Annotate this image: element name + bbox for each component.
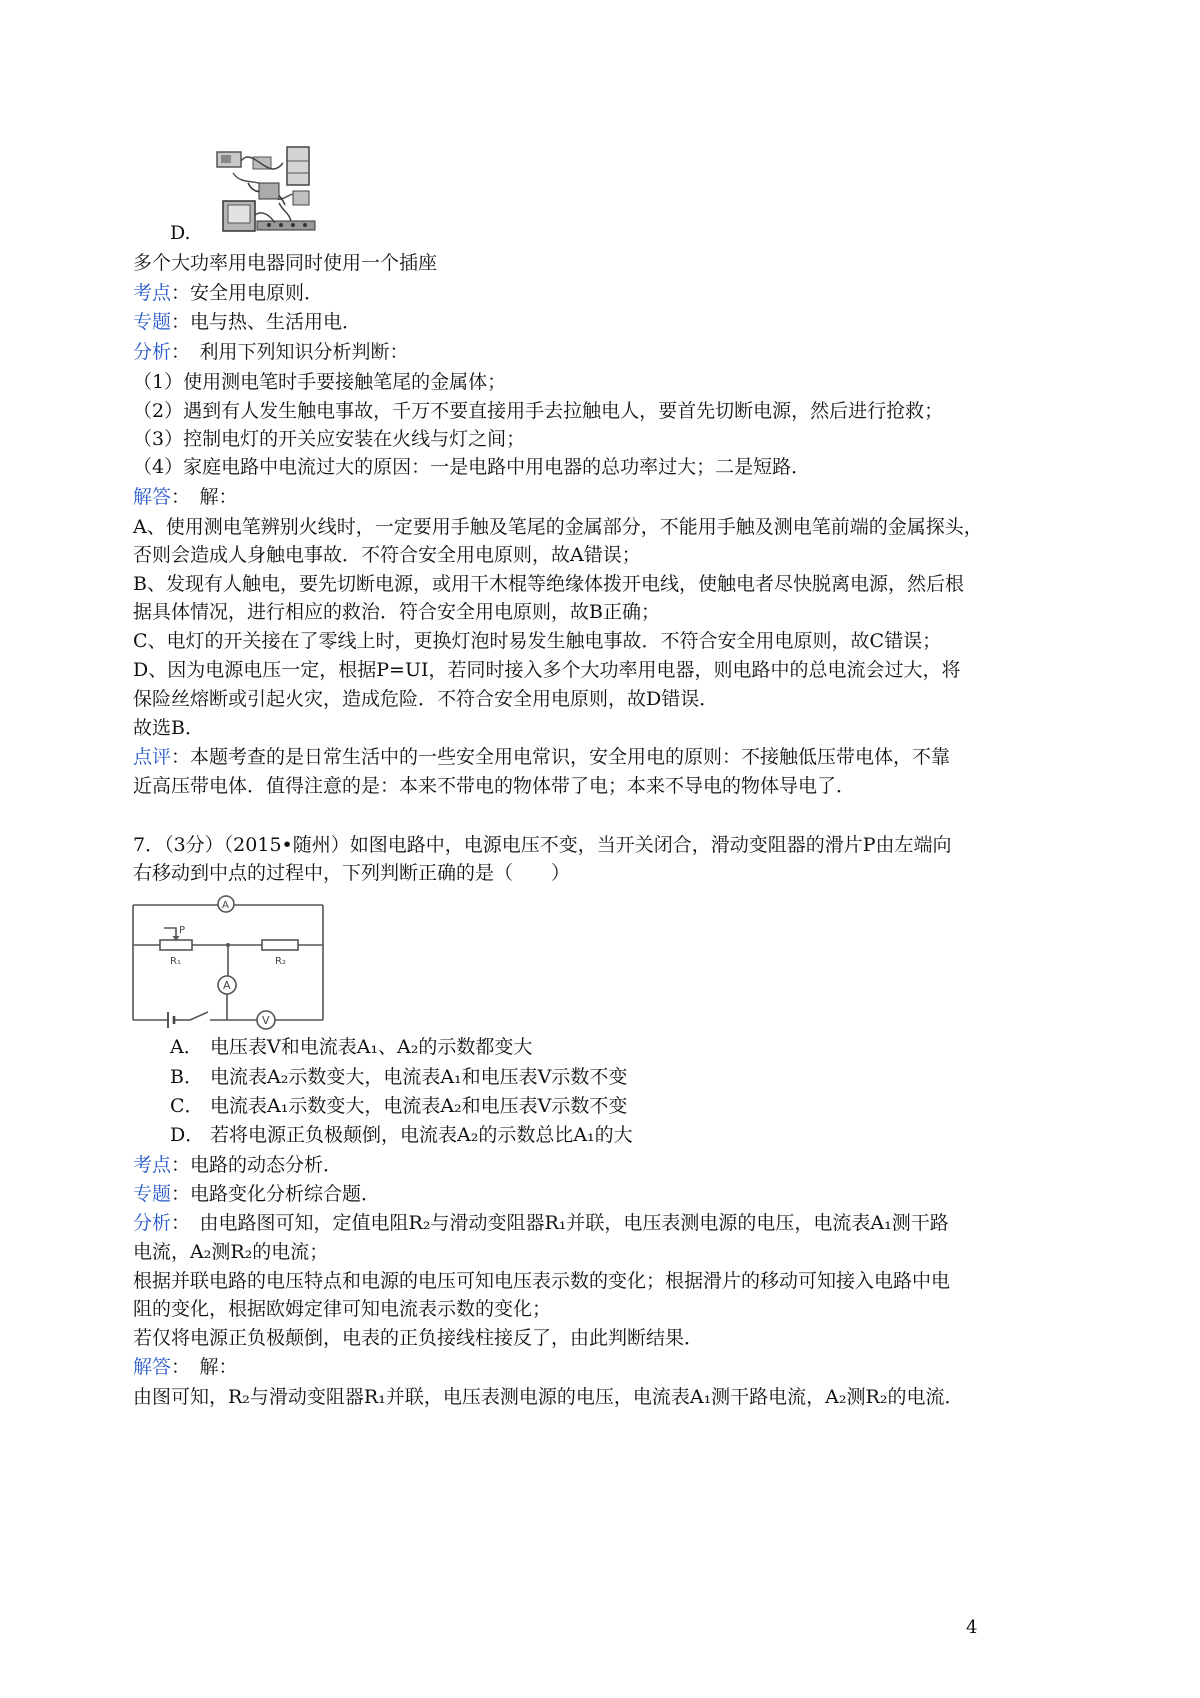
q6-dianping-line: 近高压带电体．值得注意的是：本来不带电的物体带了电；本来不导电的物体导电了． <box>133 775 856 797</box>
circuit-diagram <box>128 893 328 1033</box>
section-label: 专题 <box>133 311 172 333</box>
junction-dot-icon <box>226 943 230 947</box>
ammeter-mid-label: A <box>223 979 231 992</box>
voltmeter-label: V <box>262 1014 270 1027</box>
section-label: 解答 <box>133 486 172 508</box>
q6-jieda-line: D、因为电源电压一定，根据P=UI，若同时接入多个大功率用电器，则电路中的总电流会过大，将 <box>133 659 961 681</box>
q6-fenxi-point: （3）控制电灯的开关应安装在火线与灯之间； <box>133 428 526 450</box>
section-label: 考点 <box>133 1154 172 1176</box>
q6-fenxi: 分析： 利用下列知识分析判断： <box>133 341 409 363</box>
option-d-label: D. <box>170 222 191 244</box>
resistor-r2-icon <box>262 940 298 950</box>
ammeter-top-label: A <box>222 900 229 911</box>
q6-zhuanti: 专题：电与热、生活用电． <box>133 311 362 333</box>
q6-kaodian: 考点：安全用电原则． <box>133 282 324 304</box>
q6-fenxi-point: （2）遇到有人发生触电事故，千万不要直接用手去拉触电人，要首先切断电源，然后进行抢救； <box>133 400 944 422</box>
q6-jieda-line: C、电灯的开关接在了零线上时，更换灯泡时易发生触电事故．不符合安全用电原则，故C错误； <box>133 630 942 652</box>
r1-label: R₁ <box>170 956 181 967</box>
q7-fenxi-line: 若仅将电源正负极颠倒，电表的正负接线柱接反了，由此判断结果． <box>133 1327 704 1349</box>
q6-jieda: 解答： 解： <box>133 486 238 508</box>
q6-dianping: 点评：本题考查的是日常生活中的一些安全用电常识，安全用电的原则：不接触低压带电体，不靠 <box>133 746 951 768</box>
switch-icon <box>190 1012 208 1020</box>
section-label: 分析 <box>133 1212 172 1234</box>
q7-fenxi: 分析： 由电路图可知，定值电阻R₂与滑动变阻器R₁并联，电压表测电源的电压，电流表A₁测干路 <box>133 1212 949 1234</box>
q7-fenxi-line: 电流，A₂测R₂的电流； <box>133 1241 329 1263</box>
q6-fenxi-point: （4）家庭电路中电流过大的原因：一是电路中用电器的总功率过大；二是短路． <box>133 456 811 478</box>
q6-jieda-line: A、使用测电笔辨别火线时，一定要用手触及笔尾的金属部分，不能用手触及测电笔前端的金属探头， <box>133 516 983 538</box>
q7-kaodian: 考点：电路的动态分析． <box>133 1154 343 1176</box>
q7-option-d: D． 若将电源正负极颠倒，电流表A₂的示数总比A₁的大 <box>170 1124 633 1146</box>
section-label: 点评 <box>133 746 172 768</box>
section-label: 解答 <box>133 1356 172 1378</box>
q7-stem-line: 右移动到中点的过程中，下列判断正确的是（ ） <box>133 862 571 884</box>
q7-option-a: A． 电压表V和电流表A₁、A₂的示数都变大 <box>170 1036 533 1058</box>
rheostat-r1-icon <box>160 940 192 950</box>
section-label: 分析 <box>133 341 172 363</box>
option-d-text: 多个大功率用电器同时使用一个插座 <box>133 252 438 274</box>
q7-zhuanti: 专题：电路变化分析综合题． <box>133 1183 381 1205</box>
page-number: 4 <box>966 1617 978 1638</box>
section-label: 专题 <box>133 1183 172 1205</box>
q7-jieda: 解答： 解： <box>133 1356 238 1378</box>
appliances-on-one-socket-image <box>213 143 323 241</box>
q6-jieda-line: 保险丝熔断或引起火灾，造成危险．不符合安全用电原则，故D错误． <box>133 688 719 710</box>
q7-fenxi-line: 阻的变化，根据欧姆定律可知电流表示数的变化； <box>133 1298 552 1320</box>
section-label: 考点 <box>133 282 172 304</box>
slider-label: P <box>179 925 186 936</box>
battery-icon <box>168 1012 174 1028</box>
q6-jieda-line: B、发现有人触电，要先切断电源，或用干木棍等绝缘体拨开电线，使触电者尽快脱离电源，然后根 <box>133 573 964 595</box>
q7-option-c: C． 电流表A₁示数变大，电流表A₂和电压表V示数不变 <box>170 1095 628 1117</box>
q6-answer-line: 故选B． <box>133 717 204 739</box>
q6-jieda-line: 据具体情况，进行相应的救治．符合安全用电原则，故B正确； <box>133 601 660 623</box>
q7-fenxi-line: 根据并联电路的电压特点和电源的电压可知电压表示数的变化；根据滑片的移动可知接入电路中电 <box>133 1270 951 1292</box>
q7-jieda-line: 由图可知，R₂与滑动变阻器R₁并联，电压表测电源的电压，电流表A₁测干路电流，A₂测R₂的电流． <box>133 1386 964 1408</box>
q7-stem-line: 7．（3分）（2015•随州）如图电路中，电源电压不变，当开关闭合，滑动变阻器的滑片P由左端向 <box>133 834 952 856</box>
q6-jieda-line: 否则会造成人身触电事故．不符合安全用电原则，故A错误； <box>133 544 641 566</box>
q7-option-b: B． 电流表A₂示数变大，电流表A₁和电压表V示数不变 <box>170 1066 628 1088</box>
q6-fenxi-point: （1）使用测电笔时手要接触笔尾的金属体； <box>133 371 507 393</box>
r2-label: R₂ <box>275 956 286 967</box>
